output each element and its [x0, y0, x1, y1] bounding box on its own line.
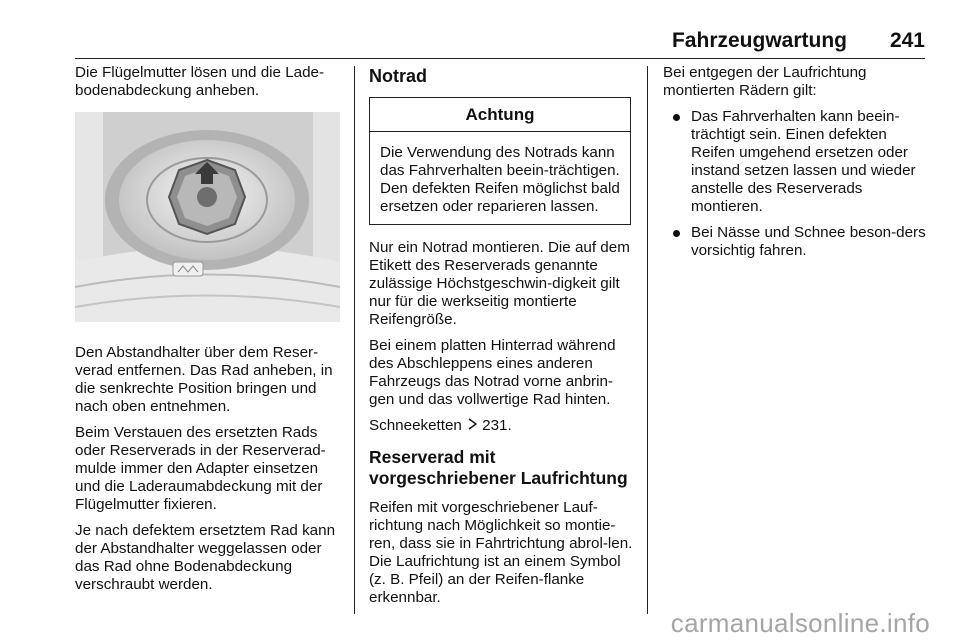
paragraph: Bei einem platten Hinterrad während des Abschleppens eines anderen Fahrzeugs das Notrad vorne anbrin-gen und das vollwertige Rad hinten. — [369, 337, 616, 408]
paragraph: Nur ein Notrad montieren. Die auf dem Etikett des Reserverads genannte zulässige Höchstgeschwin-digkeit gilt nur für die werkseitig montierte Reifengröße. — [369, 239, 630, 328]
list-item: Bei Nässe und Schnee beson-ders vorsichtig fahren. — [663, 224, 928, 260]
bullet-list — [663, 108, 928, 260]
bullet-icon — [673, 230, 680, 237]
list-item: Das Fahrverhalten kann beein-trächtigt sein. Einen defekten Reifen umgehend ersetzen oder instand setzen lassen und wieder anstelle des Reserverads montieren. — [663, 108, 928, 216]
column-middle — [369, 64, 635, 615]
paragraph: Je nach defektem ersetztem Rad kann der Abstandhalter weggelassen oder das Rad ohne Bodenabdeckung verschraubt werden. — [75, 522, 336, 593]
warning-text: Die Verwendung des Notrads kann das Fahrverhalten beein-trächtigen. Den defekten Reifen möglichst bald ersetzen oder reparieren lassen. — [380, 144, 620, 215]
xref-arrow-icon — [468, 417, 478, 435]
paragraph: Beim Verstauen des ersetzten Rads oder Reserverads in der Reserverad-mulde immer den Adapter einsetzen und die Laderaumabdeckung mit der Flügelmutter fixieren. — [75, 424, 326, 513]
column-divider — [354, 66, 355, 614]
intro-paragraph: Die Flügelmutter lösen und die Lade-bodenabdeckung anheben. — [75, 64, 325, 99]
spare-wheel-photo — [75, 112, 340, 322]
bullet-icon — [673, 114, 680, 121]
intro-paragraph: Bei entgegen der Laufrichtung montierten Rädern gilt: — [663, 64, 867, 99]
page-number: 241 — [889, 29, 925, 52]
paragraph: Den Abstandhalter über dem Reser-verad entfernen. Das Rad anheben, in die senkrechte Position bringen und nach oben entnehmen. — [75, 344, 333, 415]
column-right — [663, 64, 928, 268]
cross-reference[interactable]: Schneeketten 231. — [369, 417, 512, 434]
xref-page: 231 — [482, 417, 508, 434]
section-heading: Notrad — [369, 66, 427, 86]
paragraph: Reifen mit vorgeschriebener Lauf-richtung nach Möglichkeit so montie-ren, dass sie in Fahrtrichtung abrol-len. Die Laufrichtung ist an einem Symbol (z. B. Pfeil) an der Reifen-flanke erkennbar. — [369, 499, 633, 606]
subsection-heading: Reserverad mit vorgeschriebener Laufrichtung — [369, 447, 628, 488]
warning-box — [369, 97, 631, 225]
xref-label: Schneeketten — [369, 417, 462, 434]
spare-wheel-illustration — [75, 112, 340, 322]
warning-heading: Achtung — [370, 98, 630, 132]
page-header — [75, 24, 925, 59]
column-divider — [647, 66, 648, 614]
watermark: carmanualsonline.info — [670, 608, 930, 638]
section-title: Fahrzeugwartung — [671, 29, 847, 52]
